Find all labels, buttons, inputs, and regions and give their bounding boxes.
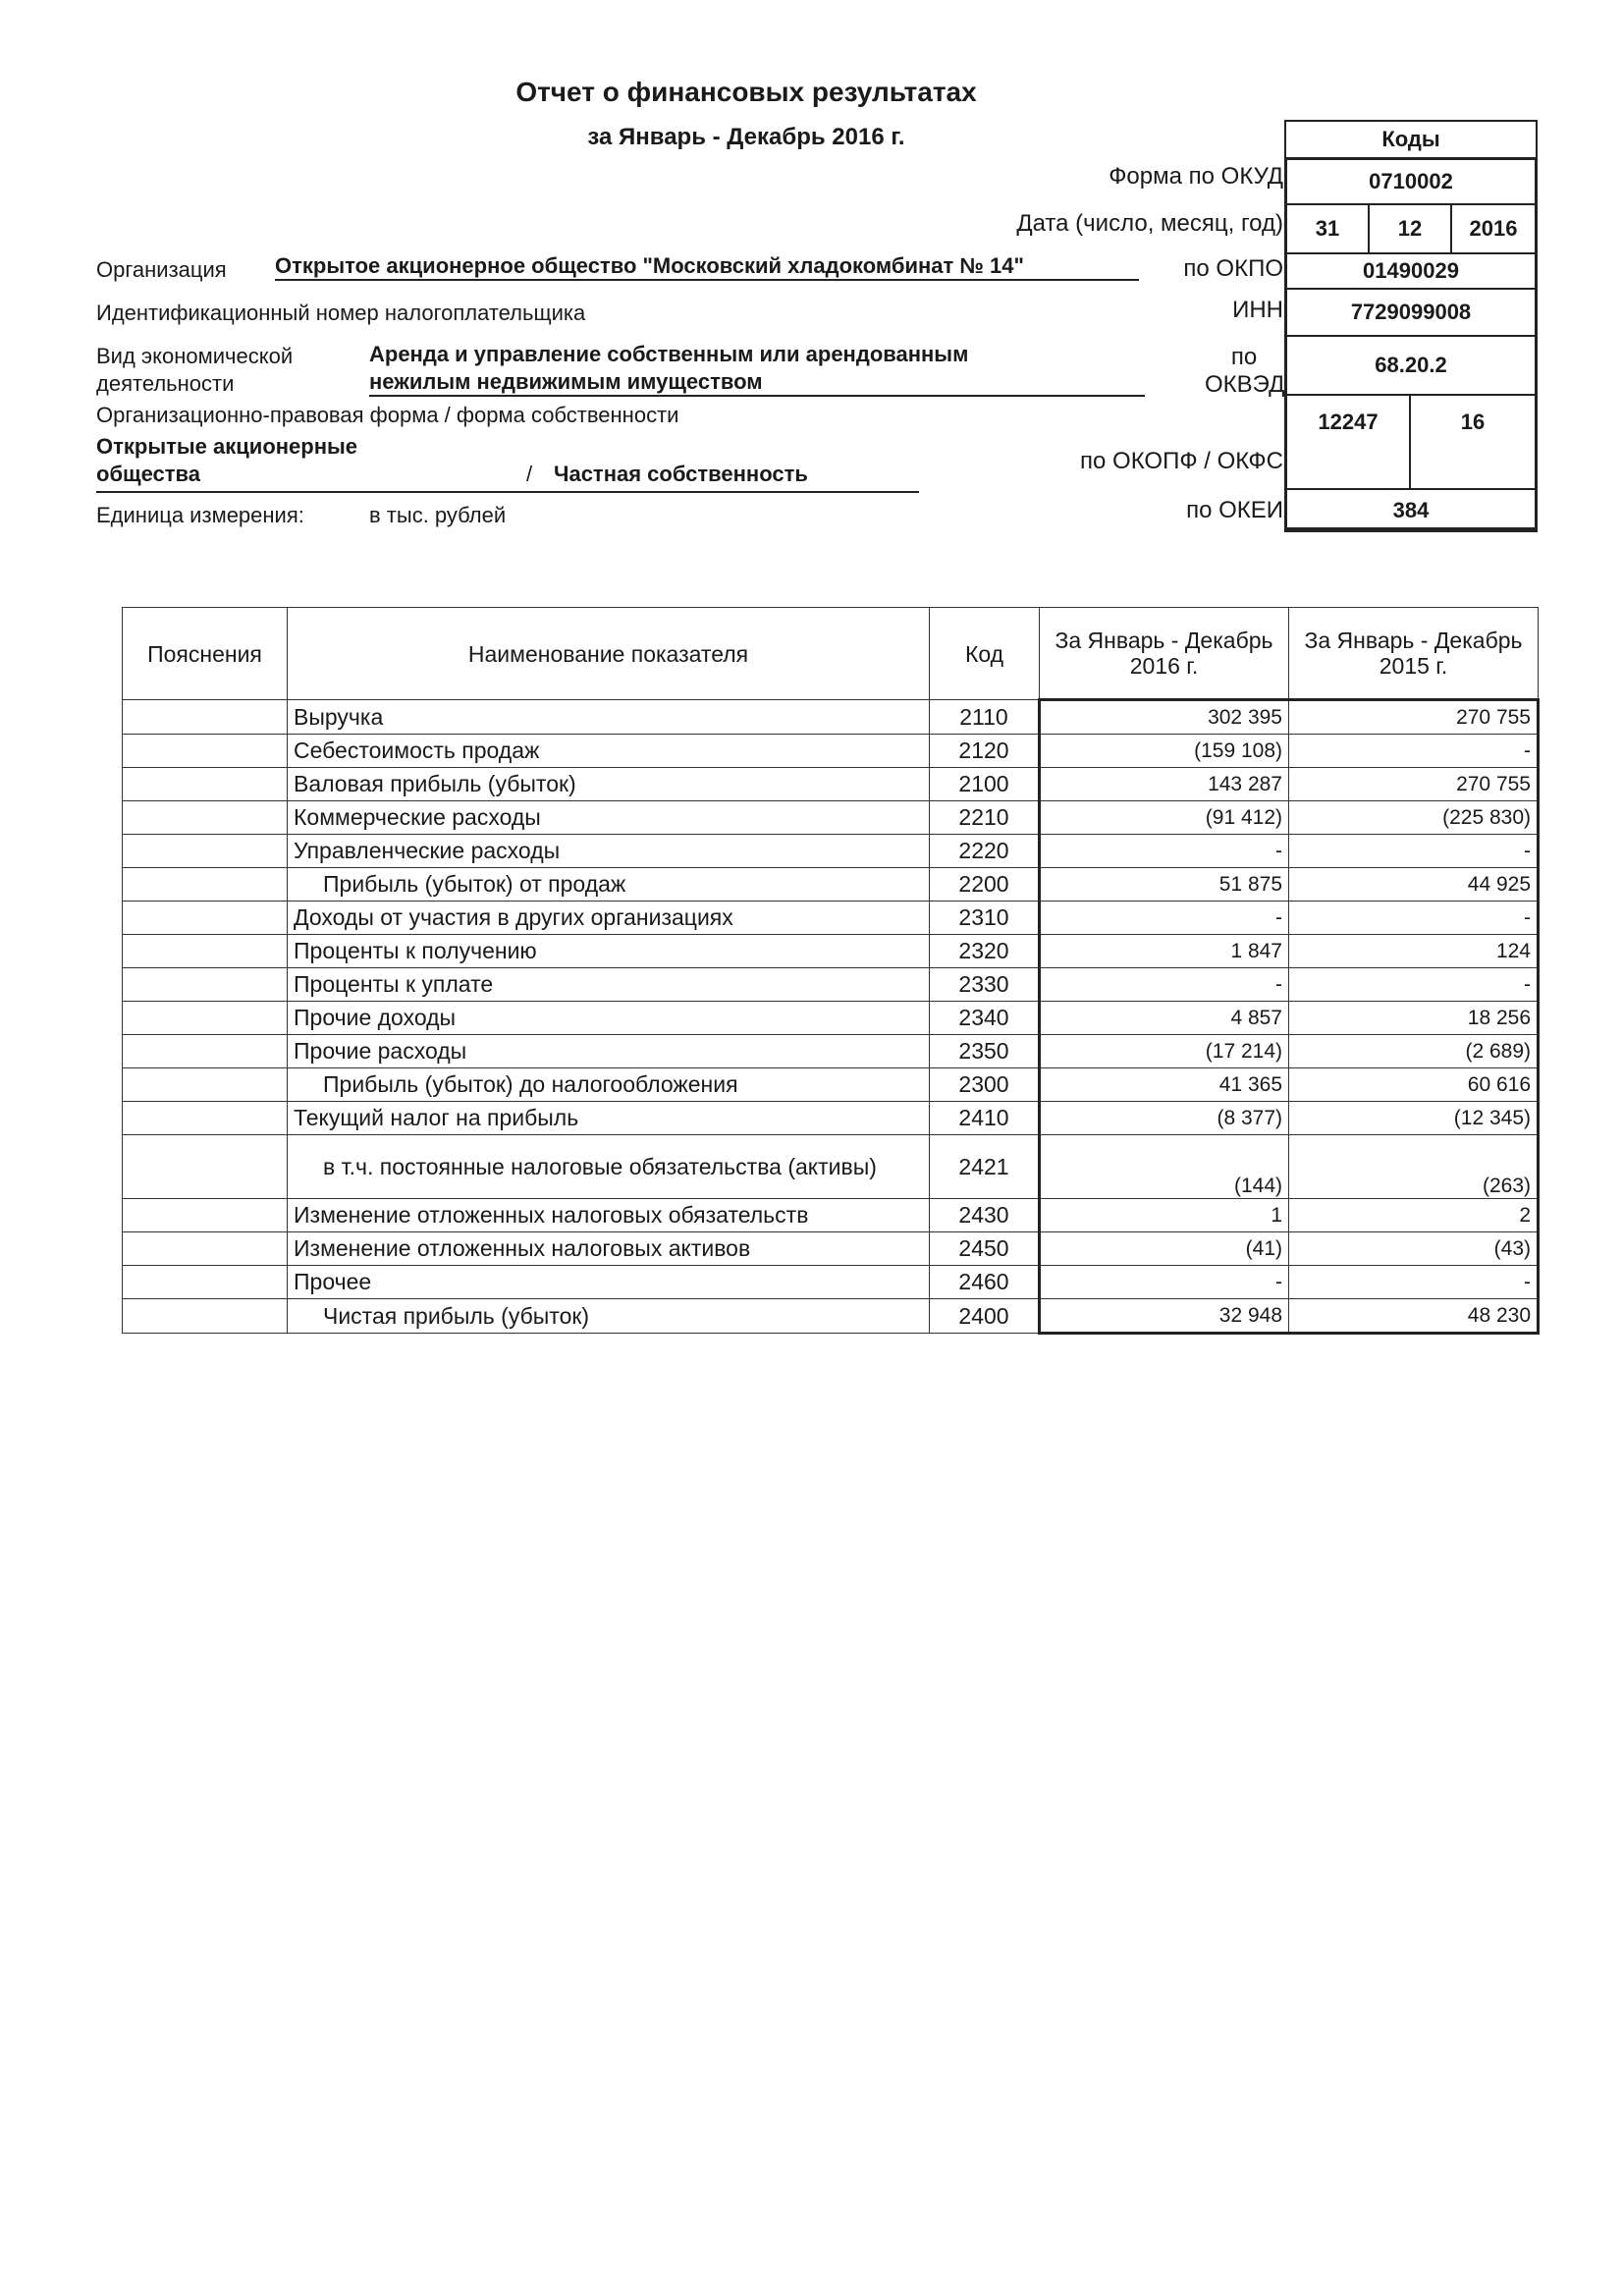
table-row [123, 801, 1539, 835]
codes-header: Коды [1286, 122, 1536, 160]
row-explanation [123, 801, 288, 835]
row-value-2015: - [1289, 735, 1539, 768]
row-value-2015: (225 830) [1289, 801, 1539, 835]
row-code: 2340 [930, 1002, 1040, 1035]
row-value-2015: - [1289, 1266, 1539, 1299]
row-value-2016: (17 214) [1040, 1035, 1289, 1068]
table-header-row [123, 608, 1539, 700]
row-code: 2200 [930, 868, 1040, 902]
table-row [123, 1102, 1539, 1135]
row-indicator-name: Изменение отложенных налоговых активов [288, 1232, 930, 1266]
row-indicator-name: Коммерческие расходы [288, 801, 930, 835]
row-value-2015: 18 256 [1289, 1002, 1539, 1035]
row-indicator-name: Валовая прибыль (убыток) [288, 768, 930, 801]
row-explanation [123, 700, 288, 735]
date-year: 2016 [1469, 216, 1518, 241]
row-value-2015: - [1289, 835, 1539, 868]
row-value-2016: - [1040, 835, 1289, 868]
row-value-2016: 51 875 [1040, 868, 1289, 902]
row-explanation [123, 735, 288, 768]
row-value-2016: 143 287 [1040, 768, 1289, 801]
inn-description: Идентификационный номер налогоплательщика [96, 301, 586, 325]
row-code: 2100 [930, 768, 1040, 801]
okfs-code: 16 [1460, 410, 1486, 434]
row-indicator-name: Себестоимость продаж [288, 735, 930, 768]
okpo-label: по ОКПО [1183, 255, 1283, 282]
okopf-code: 12247 [1287, 396, 1411, 488]
row-value-2015: 44 925 [1289, 868, 1539, 902]
financial-results-table [122, 607, 1540, 1335]
okei-label: по ОКЕИ [1186, 497, 1283, 523]
row-value-2015: 60 616 [1289, 1068, 1539, 1102]
row-value-2015: (43) [1289, 1232, 1539, 1266]
table-row [123, 1135, 1539, 1199]
row-value-2015: 270 755 [1289, 700, 1539, 735]
activity-label-2: деятельности [96, 371, 235, 396]
okved-label-line2: ОКВЭД [1205, 371, 1285, 398]
row-indicator-name: Прибыль (убыток) до налогообложения [288, 1068, 930, 1102]
row-explanation [123, 835, 288, 868]
row-code: 2330 [930, 968, 1040, 1002]
legal-form-value-1: Открытые акционерные [96, 434, 358, 459]
row-explanation [123, 935, 288, 968]
row-explanation [123, 1135, 288, 1199]
table-row [123, 1266, 1539, 1299]
row-value-2015: (2 689) [1289, 1035, 1539, 1068]
unit-label: Единица измерения: [96, 503, 304, 527]
table-row [123, 902, 1539, 935]
activity-value-1: Аренда и управление собственным или арендованным [369, 342, 969, 366]
row-value-2016: 1 847 [1040, 935, 1289, 968]
row-value-2016: 32 948 [1040, 1299, 1289, 1334]
date-codes [1287, 205, 1535, 254]
org-name: Открытое акционерное общество "Московский хладокомбинат № 14" [275, 253, 1139, 281]
table-row [123, 735, 1539, 768]
table-row [123, 868, 1539, 902]
row-code: 2400 [930, 1299, 1040, 1334]
okud-code: 0710002 [1287, 160, 1535, 205]
unit-value: в тыс. рублей [369, 503, 507, 527]
row-value-2015: 2 [1289, 1199, 1539, 1232]
date-label: Дата (число, месяц, год) [1016, 210, 1283, 237]
date-month: 12 [1370, 205, 1452, 252]
row-indicator-name: Текущий налог на прибыль [288, 1102, 930, 1135]
legal-form-line [96, 462, 919, 493]
row-explanation [123, 1102, 288, 1135]
row-value-2015: (263) [1289, 1135, 1539, 1199]
row-value-2016: - [1040, 968, 1289, 1002]
table-row [123, 700, 1539, 735]
table-row [123, 1068, 1539, 1102]
row-value-2015: (12 345) [1289, 1102, 1539, 1135]
okei-code: 384 [1392, 498, 1430, 522]
okopf-label: по ОКОПФ / ОКФС [1080, 448, 1283, 474]
okopf-okfs-codes [1287, 396, 1535, 490]
header-explanations: Пояснения [123, 608, 288, 700]
row-indicator-name: в т.ч. постоянные налоговые обязательства (активы) [288, 1135, 930, 1199]
row-code: 2220 [930, 835, 1040, 868]
row-code: 2460 [930, 1266, 1040, 1299]
row-value-2015: 48 230 [1289, 1299, 1539, 1334]
table-row [123, 768, 1539, 801]
legal-form-label: Организационно-правовая форма / форма собственности [96, 403, 679, 427]
codes-values [1284, 160, 1538, 530]
row-value-2016: (8 377) [1040, 1102, 1289, 1135]
table-row [123, 1232, 1539, 1266]
row-value-2016: 41 365 [1040, 1068, 1289, 1102]
row-explanation [123, 902, 288, 935]
row-value-2016: - [1040, 902, 1289, 935]
row-code: 2320 [930, 935, 1040, 968]
row-value-2016: 302 395 [1040, 700, 1289, 735]
row-value-2016: (41) [1040, 1232, 1289, 1266]
row-explanation [123, 968, 288, 1002]
table-body [123, 700, 1539, 1334]
row-code: 2120 [930, 735, 1040, 768]
row-code: 2410 [930, 1102, 1040, 1135]
legal-form-value-2: общества [96, 462, 201, 486]
row-indicator-name: Управленческие расходы [288, 835, 930, 868]
table-row [123, 1002, 1539, 1035]
row-explanation [123, 1002, 288, 1035]
row-indicator-name: Выручка [288, 700, 930, 735]
row-value-2015: - [1289, 902, 1539, 935]
header-code: Код [930, 608, 1040, 700]
okved-label [1205, 344, 1283, 399]
row-code: 2110 [930, 700, 1040, 735]
page-title: Отчет о финансовых результатах [515, 77, 977, 107]
date-day: 31 [1287, 205, 1370, 252]
okud-label: Форма по ОКУД [1109, 163, 1283, 190]
codes-box [1284, 120, 1538, 532]
header-indicator-name: Наименование показателя [288, 608, 930, 700]
header-period-2015: За Январь - Декабрь 2015 г. [1289, 608, 1539, 700]
table-row [123, 968, 1539, 1002]
ownership-value: Частная собственность [554, 462, 808, 486]
row-indicator-name: Доходы от участия в других организациях [288, 902, 930, 935]
table-row [123, 935, 1539, 968]
row-indicator-name: Чистая прибыль (убыток) [288, 1299, 930, 1334]
row-value-2016: (91 412) [1040, 801, 1289, 835]
row-indicator-name: Прибыль (убыток) от продаж [288, 868, 930, 902]
row-explanation [123, 1199, 288, 1232]
table-row [123, 1199, 1539, 1232]
row-code: 2310 [930, 902, 1040, 935]
row-value-2015: - [1289, 968, 1539, 1002]
okpo-code: 01490029 [1287, 254, 1535, 290]
row-code: 2430 [930, 1199, 1040, 1232]
row-indicator-name: Прочие расходы [288, 1035, 930, 1068]
row-value-2015: 270 755 [1289, 768, 1539, 801]
inn-code: 7729099008 [1287, 290, 1535, 337]
legal-form-slash: / [526, 462, 533, 486]
row-explanation [123, 1068, 288, 1102]
row-code: 2450 [930, 1232, 1040, 1266]
okved-label-line1: по [1230, 344, 1258, 370]
row-value-2016: (159 108) [1040, 735, 1289, 768]
row-explanation [123, 1232, 288, 1266]
row-indicator-name: Проценты к уплате [288, 968, 930, 1002]
activity-value-2: нежилым недвижимым имуществом [369, 369, 1145, 397]
row-code: 2350 [930, 1035, 1040, 1068]
report-period: за Январь - Декабрь 2016 г. [587, 124, 905, 150]
table-row [123, 1035, 1539, 1068]
table-row [123, 1299, 1539, 1334]
row-indicator-name: Прочие доходы [288, 1002, 930, 1035]
row-indicator-name: Проценты к получению [288, 935, 930, 968]
row-explanation [123, 1299, 288, 1334]
row-code: 2421 [930, 1135, 1040, 1199]
row-value-2016: 4 857 [1040, 1002, 1289, 1035]
row-code: 2300 [930, 1068, 1040, 1102]
activity-label-1: Вид экономической [96, 344, 294, 368]
okved-code: 68.20.2 [1287, 337, 1535, 396]
row-indicator-name: Прочее [288, 1266, 930, 1299]
row-value-2016: 1 [1040, 1199, 1289, 1232]
row-value-2015: 124 [1289, 935, 1539, 968]
row-indicator-name: Изменение отложенных налоговых обязательств [288, 1199, 930, 1232]
header-period-2016: За Январь - Декабрь 2016 г. [1040, 608, 1289, 700]
row-value-2016: - [1040, 1266, 1289, 1299]
table-row [123, 835, 1539, 868]
row-explanation [123, 768, 288, 801]
row-explanation [123, 1266, 288, 1299]
row-value-2016: (144) [1040, 1135, 1289, 1199]
org-label: Организация [96, 257, 227, 282]
row-code: 2210 [930, 801, 1040, 835]
row-explanation [123, 868, 288, 902]
inn-label: ИНН [1232, 297, 1283, 323]
row-explanation [123, 1035, 288, 1068]
